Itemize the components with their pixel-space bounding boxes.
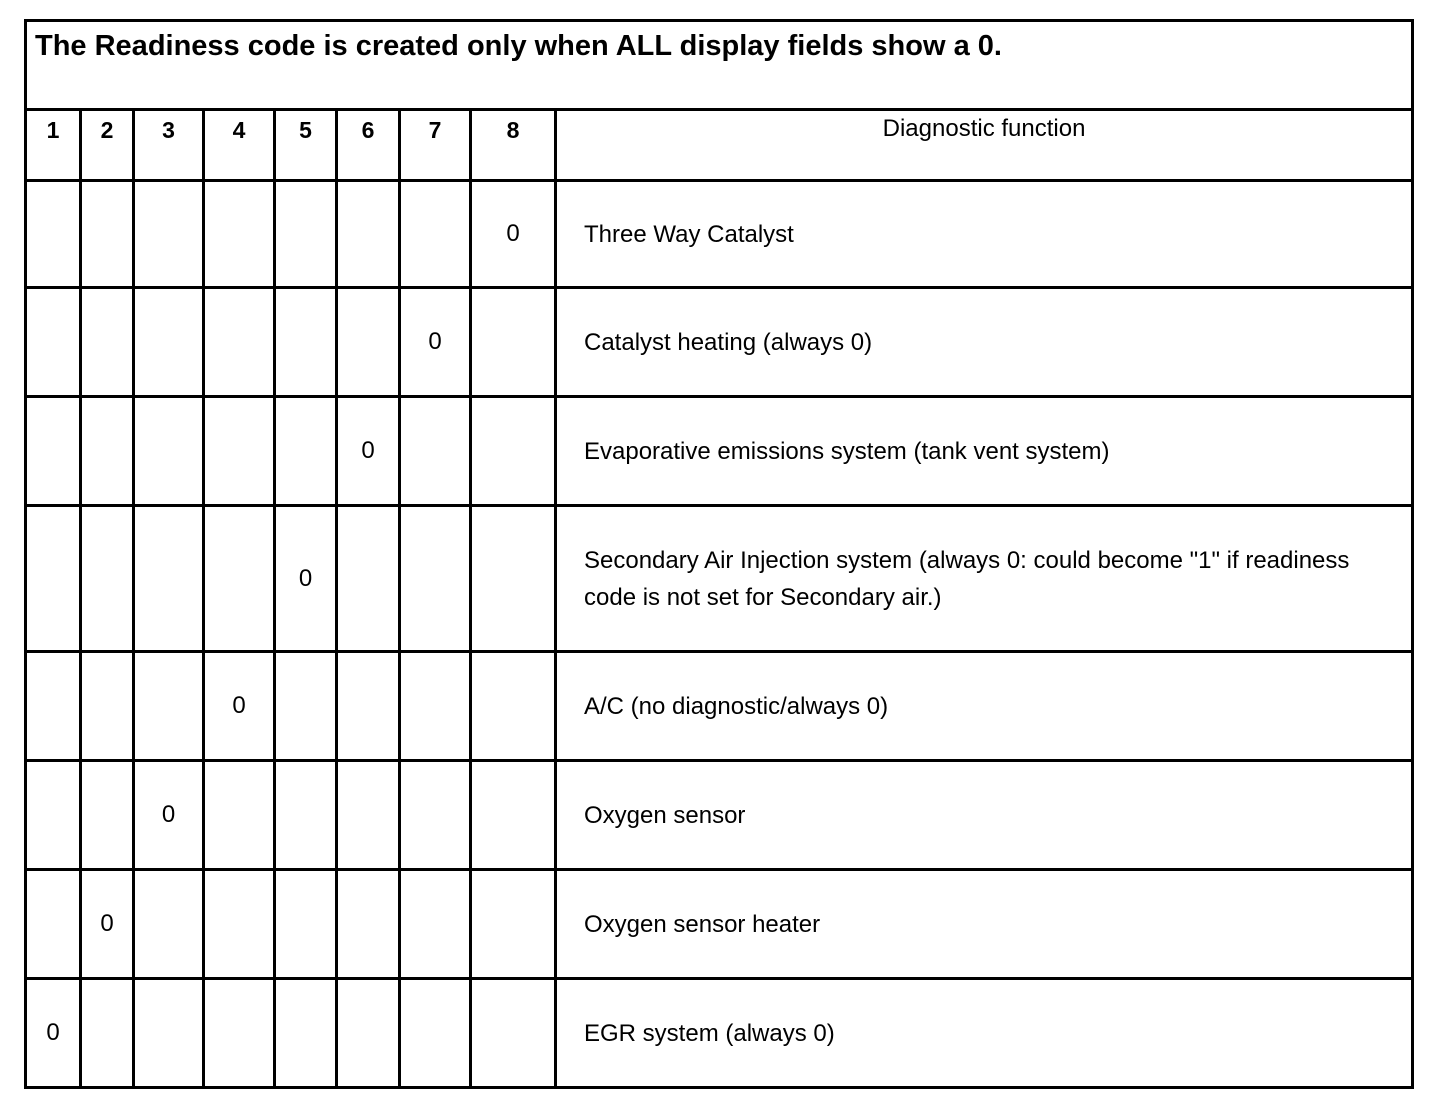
bit-cell	[471, 506, 556, 652]
bit-cell	[471, 652, 556, 761]
bit-cell	[204, 506, 275, 652]
bit-cell: 0	[81, 870, 134, 979]
bit-cell	[337, 979, 400, 1088]
column-header-5: 5	[275, 110, 337, 181]
table-row	[26, 870, 1413, 979]
bit-cell	[26, 397, 81, 506]
bit-cell	[204, 870, 275, 979]
bit-cell	[275, 397, 337, 506]
bit-cell	[134, 979, 204, 1088]
column-header-3: 3	[134, 110, 204, 181]
bit-cell	[337, 506, 400, 652]
bit-cell	[26, 652, 81, 761]
table-row	[26, 397, 1413, 506]
diagnostic-function-cell: A/C (no diagnostic/always 0)	[556, 652, 1413, 761]
bit-cell: 0	[400, 288, 471, 397]
bit-cell	[471, 288, 556, 397]
bit-cell	[337, 652, 400, 761]
table-row	[26, 761, 1413, 870]
diagnostic-function-cell: Oxygen sensor	[556, 761, 1413, 870]
table-title: The Readiness code is created only when ALL display fields show a 0.	[26, 21, 1413, 110]
bit-cell	[400, 979, 471, 1088]
bit-cell	[81, 652, 134, 761]
bit-cell	[471, 761, 556, 870]
diagnostic-function-cell: Oxygen sensor heater	[556, 870, 1413, 979]
bit-cell	[81, 397, 134, 506]
diagnostic-function-cell: EGR system (always 0)	[556, 979, 1413, 1088]
bit-cell	[26, 870, 81, 979]
bit-cell	[134, 397, 204, 506]
bit-cell	[337, 761, 400, 870]
diagnostic-function-cell: Catalyst heating (always 0)	[556, 288, 1413, 397]
bit-cell	[275, 761, 337, 870]
bit-cell	[275, 288, 337, 397]
bit-cell	[134, 181, 204, 288]
readiness-code-table	[24, 19, 1414, 1089]
bit-cell	[400, 870, 471, 979]
bit-cell	[337, 288, 400, 397]
bit-cell	[26, 761, 81, 870]
bit-cell	[275, 181, 337, 288]
bit-cell	[81, 761, 134, 870]
column-header-4: 4	[204, 110, 275, 181]
bit-cell	[204, 397, 275, 506]
bit-cell	[26, 506, 81, 652]
bit-cell	[400, 761, 471, 870]
bit-cell	[275, 652, 337, 761]
bit-cell: 0	[26, 979, 81, 1088]
bit-cell	[337, 870, 400, 979]
column-header-7: 7	[400, 110, 471, 181]
bit-cell: 0	[337, 397, 400, 506]
bit-cell	[471, 979, 556, 1088]
bit-cell	[337, 181, 400, 288]
bit-cell: 0	[471, 181, 556, 288]
column-header-6: 6	[337, 110, 400, 181]
bit-cell	[134, 652, 204, 761]
column-header-2: 2	[81, 110, 134, 181]
bit-cell	[204, 979, 275, 1088]
bit-cell	[81, 288, 134, 397]
bit-cell	[275, 979, 337, 1088]
bit-cell: 0	[275, 506, 337, 652]
bit-cell	[26, 288, 81, 397]
table-row	[26, 506, 1413, 652]
bit-cell	[400, 506, 471, 652]
table-row	[26, 181, 1413, 288]
bit-cell: 0	[134, 761, 204, 870]
bit-cell	[275, 870, 337, 979]
bit-cell	[26, 181, 81, 288]
table-row	[26, 288, 1413, 397]
bit-cell	[400, 652, 471, 761]
bit-cell	[471, 870, 556, 979]
bit-cell	[204, 761, 275, 870]
bit-cell	[81, 979, 134, 1088]
bit-cell	[81, 181, 134, 288]
bit-cell	[400, 181, 471, 288]
column-header-8: 8	[471, 110, 556, 181]
table-row	[26, 652, 1413, 761]
bit-cell	[81, 506, 134, 652]
bit-cell	[134, 288, 204, 397]
bit-cell	[204, 181, 275, 288]
diagnostic-function-header: Diagnostic function	[556, 110, 1413, 181]
bit-cell	[471, 397, 556, 506]
header-row	[26, 110, 1413, 181]
bit-cell	[400, 397, 471, 506]
bit-cell	[134, 506, 204, 652]
bit-cell	[134, 870, 204, 979]
readiness-code-document	[24, 19, 1411, 1089]
diagnostic-function-cell: Three Way Catalyst	[556, 181, 1413, 288]
diagnostic-function-cell: Evaporative emissions system (tank vent system)	[556, 397, 1413, 506]
bit-cell: 0	[204, 652, 275, 761]
bit-cell	[204, 288, 275, 397]
diagnostic-function-cell: Secondary Air Injection system (always 0: could become "1" if readiness code is not set for Secondary air.)	[556, 506, 1413, 652]
column-header-1: 1	[26, 110, 81, 181]
table-row	[26, 979, 1413, 1088]
